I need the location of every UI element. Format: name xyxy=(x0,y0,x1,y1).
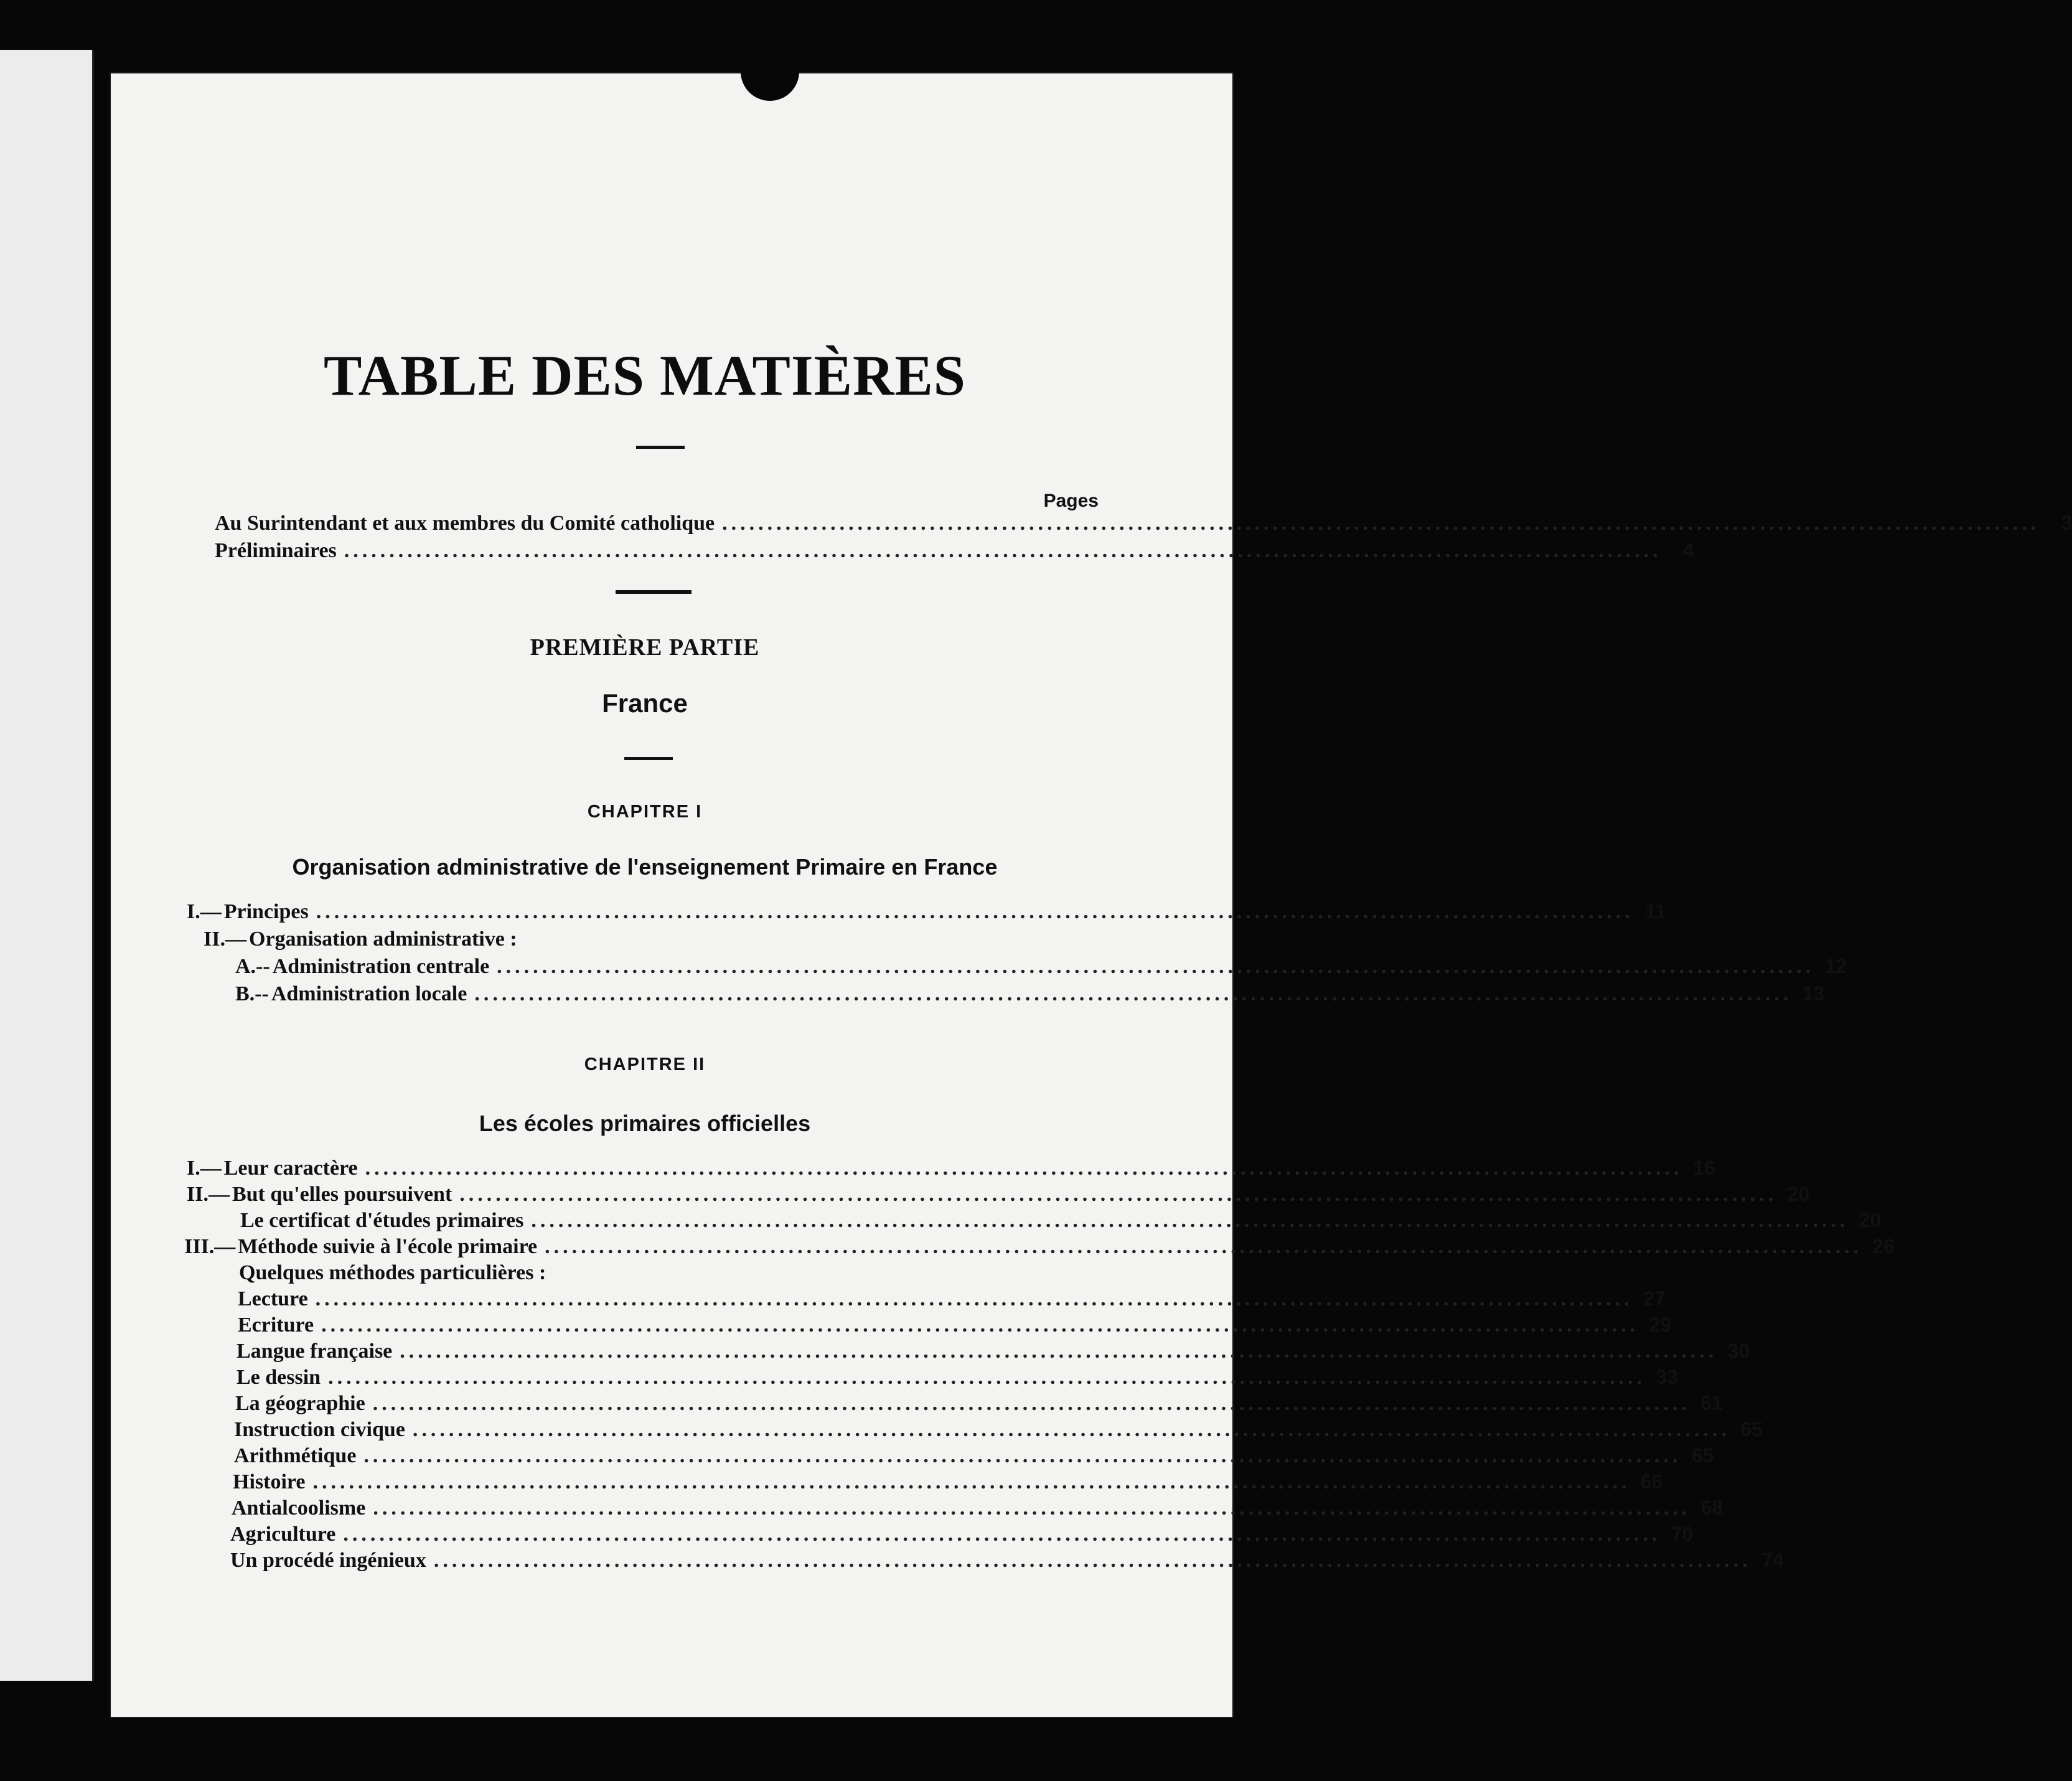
part-divider xyxy=(624,757,673,760)
toc-entry xyxy=(234,1444,1714,1472)
toc-entry-label: Administration locale xyxy=(271,982,467,1005)
dot-leader: .................................................................................................................................................. xyxy=(344,539,1662,562)
toc-entry-label: Organisation administrative : xyxy=(249,928,517,951)
toc-entry-label: Préliminaires xyxy=(215,539,337,562)
chapter-title: Organisation administrative de l'enseignement Primaire en France xyxy=(292,854,998,880)
toc-entry xyxy=(234,1418,1763,1445)
toc-entry-page: 20 xyxy=(1859,1209,1882,1231)
toc-entry-page: 70 xyxy=(1671,1523,1694,1545)
toc-entry-label: Le dessin xyxy=(237,1366,321,1389)
toc-entry xyxy=(237,1340,1750,1367)
toc-entry xyxy=(238,1287,1666,1315)
toc-entry-page: 30 xyxy=(1727,1340,1750,1362)
toc-entry-label: But qu'elles poursuivent xyxy=(232,1183,452,1206)
toc-entry-page: 12 xyxy=(1824,955,1847,977)
toc-entry xyxy=(238,1313,1672,1341)
toc-entry-label: Un procédé ingénieux xyxy=(230,1549,426,1572)
toc-entry xyxy=(232,1497,1723,1524)
toc-entry-label: Arithmétique xyxy=(234,1444,357,1467)
toc-entry-label: Méthode suivie à l'école primaire xyxy=(238,1235,538,1258)
toc-entry-page: 66 xyxy=(1640,1470,1663,1493)
toc-entry-label: Le certificat d'études primaires xyxy=(240,1209,524,1232)
dot-leader: .................................................................................................................................................. xyxy=(400,1340,1718,1363)
toc-entry xyxy=(233,1470,1663,1498)
toc-entry-label: Au Surintendant et aux membres du Comité catholique xyxy=(215,512,715,535)
toc-entry xyxy=(187,1157,1715,1184)
dot-leader: .................................................................................................................................................. xyxy=(321,1313,1639,1337)
dot-leader: .................................................................................................................................................. xyxy=(315,1287,1633,1310)
chapter-label: CHAPITRE II xyxy=(584,1055,706,1074)
toc-entry xyxy=(215,539,1694,566)
toc-entry xyxy=(187,928,1099,955)
toc-entry-label: Administration centrale xyxy=(272,955,490,978)
toc-entry-page: 4 xyxy=(1682,539,1694,562)
toc-entry-label: Histoire xyxy=(233,1470,306,1493)
dot-leader: .................................................................................................................................................. xyxy=(722,512,2040,535)
toc-entry-page: 65 xyxy=(1691,1444,1714,1467)
dot-leader: .................................................................................................................................................. xyxy=(363,1444,1682,1467)
toc-entry-number: B.-- xyxy=(235,982,269,1005)
dot-leader: .................................................................................................................................................. xyxy=(373,1497,1691,1520)
toc-entry-page: 20 xyxy=(1787,1183,1810,1205)
toc-entry-number: II.— xyxy=(204,928,246,951)
title-divider xyxy=(636,446,685,449)
part-title: France xyxy=(602,688,688,718)
dot-leader: .................................................................................................................................................. xyxy=(316,900,1634,923)
chapter-label: CHAPITRE I xyxy=(587,802,703,822)
chapter-title: Les écoles primaires officielles xyxy=(479,1111,811,1136)
toc-entry-label: Langue française xyxy=(237,1340,393,1363)
toc-entry-number: I.— xyxy=(187,1157,222,1180)
toc-entry-page: 13 xyxy=(1802,982,1825,1005)
dot-leader: .................................................................................................................................................. xyxy=(474,982,1793,1005)
toc-entry-page: 16 xyxy=(1693,1157,1715,1179)
toc-entry-page: 68 xyxy=(1700,1497,1723,1519)
toc-entry-page: 61 xyxy=(1700,1392,1723,1414)
toc-entry-number: A.-- xyxy=(235,955,270,978)
toc-entry xyxy=(184,1235,1895,1262)
toc-entry-page: 3 xyxy=(2061,512,2072,534)
dot-leader: .................................................................................................................................................. xyxy=(312,1470,1631,1493)
dot-leader: .................................................................................................................................................. xyxy=(412,1418,1730,1441)
toc-entry xyxy=(187,900,1666,928)
toc-entry-label: Agriculture xyxy=(230,1523,336,1546)
toc-entry-label: Principes xyxy=(223,900,309,923)
pages-column-heading: Pages xyxy=(1043,491,1099,511)
part-label: PREMIÈRE PARTIE xyxy=(530,634,760,660)
dot-leader: .................................................................................................................................................. xyxy=(343,1523,1661,1546)
toc-entry-page: 27 xyxy=(1643,1287,1666,1310)
toc-entry-label: Leur caractère xyxy=(223,1157,358,1180)
toc-entry-number: III.— xyxy=(184,1235,236,1258)
toc-entry xyxy=(215,512,2072,539)
toc-entry xyxy=(235,955,1847,982)
toc-entry xyxy=(240,1209,1882,1236)
dot-leader: .................................................................................................................................................. xyxy=(459,1183,1778,1206)
toc-entry xyxy=(187,1183,1810,1210)
toc-entry xyxy=(235,1392,1723,1419)
dot-leader: .................................................................................................................................................. xyxy=(372,1392,1690,1415)
toc-entry-page: 29 xyxy=(1649,1313,1672,1336)
toc-entry-page: 11 xyxy=(1644,900,1666,923)
dot-leader: .................................................................................................................................................. xyxy=(365,1157,1683,1180)
toc-entry-label: Ecriture xyxy=(238,1313,314,1337)
toc-entry-label: Antialcoolisme xyxy=(232,1497,366,1520)
toc-entry-number: I.— xyxy=(187,900,222,923)
toc-entry xyxy=(237,1366,1679,1393)
section-divider xyxy=(616,590,691,594)
toc-entry xyxy=(239,1261,1099,1289)
toc-entry-label: Lecture xyxy=(238,1287,308,1310)
toc-entry-label: La géographie xyxy=(235,1392,365,1415)
page-title: TABLE DES MATIÈRES xyxy=(324,344,966,407)
toc-entry xyxy=(230,1523,1694,1550)
toc-entry-page: 33 xyxy=(1656,1366,1679,1388)
toc-entry xyxy=(235,982,1825,1010)
toc-entry-label: Quelques méthodes particulières : xyxy=(239,1261,546,1284)
toc-entry-number: II.— xyxy=(187,1183,230,1206)
dot-leader: .................................................................................................................................................. xyxy=(328,1366,1646,1389)
toc-entry-page: 74 xyxy=(1761,1549,1784,1571)
toc-entry xyxy=(230,1549,1784,1576)
dot-leader: .................................................................................................................................................. xyxy=(531,1209,1849,1232)
dot-leader: .................................................................................................................................................. xyxy=(545,1235,1863,1258)
toc-entry-page: 26 xyxy=(1872,1235,1895,1257)
toc-entry-page: 65 xyxy=(1740,1418,1763,1440)
dot-leader: .................................................................................................................................................. xyxy=(497,955,1815,978)
dot-leader: .................................................................................................................................................. xyxy=(433,1549,1751,1572)
toc-entry-label: Instruction civique xyxy=(234,1418,405,1441)
